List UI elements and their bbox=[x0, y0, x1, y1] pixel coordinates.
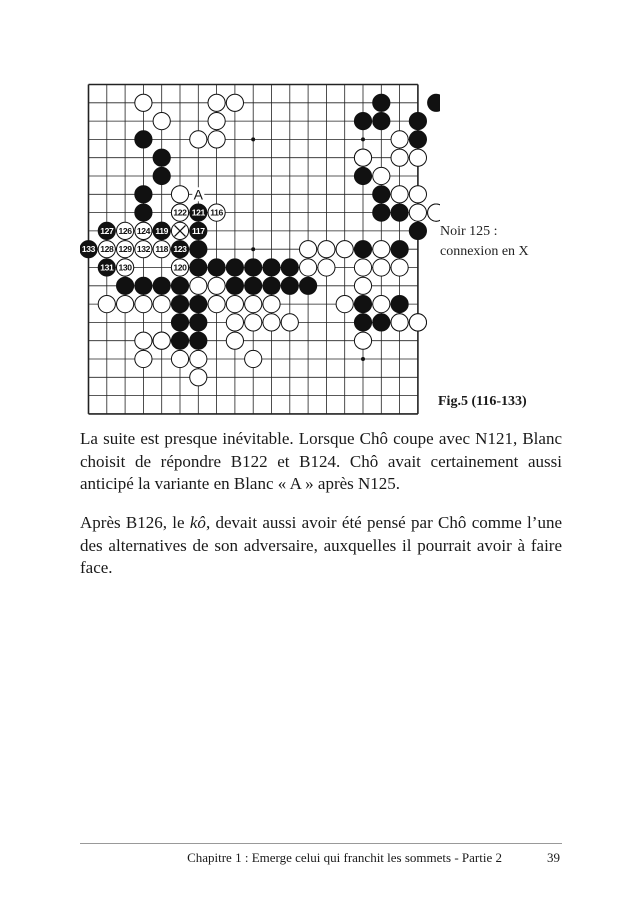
white-stone bbox=[409, 204, 426, 221]
paragraph-2-ko-term: kô bbox=[189, 513, 206, 532]
move-number-label: 120 bbox=[173, 262, 187, 273]
black-stone bbox=[153, 167, 170, 184]
black-stone bbox=[226, 259, 243, 276]
black-stone bbox=[153, 149, 170, 166]
white-stone bbox=[428, 204, 440, 221]
white-stone bbox=[354, 149, 371, 166]
black-stone bbox=[373, 186, 390, 203]
black-stone bbox=[226, 277, 243, 294]
white-stone bbox=[300, 241, 317, 258]
hoshi-point bbox=[251, 247, 255, 251]
go-board-diagram bbox=[80, 76, 440, 422]
hoshi-point bbox=[361, 357, 365, 361]
white-stone bbox=[226, 314, 243, 331]
black-stone bbox=[428, 94, 440, 111]
black-stone bbox=[135, 204, 152, 221]
move-number-label: 130 bbox=[118, 262, 132, 273]
black-stone bbox=[373, 113, 390, 130]
black-stone bbox=[171, 314, 188, 331]
white-stone bbox=[135, 332, 152, 349]
black-stone bbox=[190, 332, 207, 349]
white-stone bbox=[226, 296, 243, 313]
black-stone bbox=[391, 241, 408, 258]
black-stone bbox=[354, 167, 371, 184]
move-number-label: 122 bbox=[173, 207, 187, 218]
white-stone bbox=[208, 94, 225, 111]
white-stone bbox=[245, 314, 262, 331]
move-number-label: 119 bbox=[155, 225, 169, 236]
white-stone bbox=[300, 259, 317, 276]
white-stone bbox=[354, 277, 371, 294]
white-stone bbox=[208, 131, 225, 148]
footer-chapter-title: Chapitre 1 : Emerge celui qui franchit les sommets - Partie 2 bbox=[187, 850, 502, 865]
black-stone bbox=[190, 314, 207, 331]
note-line-2: connexion en X bbox=[440, 244, 529, 259]
black-stone bbox=[409, 222, 426, 239]
white-stone bbox=[208, 296, 225, 313]
white-stone bbox=[409, 149, 426, 166]
white-stone bbox=[190, 350, 207, 367]
white-stone bbox=[391, 314, 408, 331]
black-stone bbox=[409, 131, 426, 148]
white-stone bbox=[190, 131, 207, 148]
page-number: 39 bbox=[547, 850, 560, 865]
move-number-label: 118 bbox=[155, 244, 169, 255]
white-stone bbox=[391, 149, 408, 166]
black-stone bbox=[171, 277, 188, 294]
figure-caption: Fig.5 (116-133) bbox=[438, 394, 527, 409]
black-stone bbox=[391, 296, 408, 313]
paragraph-2-start: Après B126, le bbox=[80, 513, 190, 532]
black-stone bbox=[281, 277, 298, 294]
white-stone bbox=[336, 296, 353, 313]
move-number-label: 132 bbox=[136, 244, 150, 255]
black-stone bbox=[153, 277, 170, 294]
black-stone bbox=[373, 314, 390, 331]
white-stone bbox=[153, 296, 170, 313]
paragraph-2-end: , devait aussi avoir été pensé par Chô comme l’une des alternatives de son adversaire, auxquelles il pourrait avoir à faire face. bbox=[80, 513, 562, 577]
white-stone bbox=[117, 296, 134, 313]
note-line-1: Noir 125 : bbox=[440, 224, 498, 239]
white-stone bbox=[135, 94, 152, 111]
black-stone bbox=[281, 259, 298, 276]
white-stone bbox=[263, 296, 280, 313]
black-stone bbox=[263, 259, 280, 276]
white-stone bbox=[373, 167, 390, 184]
black-stone bbox=[245, 277, 262, 294]
move-number-label: 129 bbox=[118, 244, 132, 255]
black-stone bbox=[354, 296, 371, 313]
black-stone bbox=[354, 314, 371, 331]
diagram-note bbox=[440, 222, 580, 262]
white-stone bbox=[245, 296, 262, 313]
black-stone bbox=[354, 113, 371, 130]
black-stone bbox=[190, 241, 207, 258]
white-stone bbox=[318, 241, 335, 258]
white-stone bbox=[391, 131, 408, 148]
white-stone bbox=[190, 369, 207, 386]
white-stone bbox=[373, 296, 390, 313]
black-stone bbox=[135, 277, 152, 294]
black-stone bbox=[135, 131, 152, 148]
move-number-label: 133 bbox=[81, 244, 96, 255]
white-stone bbox=[373, 259, 390, 276]
black-stone bbox=[354, 241, 371, 258]
move-number-label: 128 bbox=[100, 244, 114, 255]
letter-mark-label: A bbox=[193, 186, 203, 203]
white-stone bbox=[135, 296, 152, 313]
white-stone bbox=[409, 314, 426, 331]
move-number-label: 116 bbox=[210, 207, 223, 218]
black-stone bbox=[190, 296, 207, 313]
white-stone bbox=[281, 314, 298, 331]
white-stone bbox=[226, 94, 243, 111]
black-stone bbox=[208, 259, 225, 276]
white-stone bbox=[226, 332, 243, 349]
white-stone bbox=[409, 186, 426, 203]
paragraph-2 bbox=[80, 512, 562, 580]
move-number-label: 123 bbox=[173, 244, 187, 255]
black-stone bbox=[171, 296, 188, 313]
move-number-label: 131 bbox=[100, 262, 114, 273]
move-number-label: 121 bbox=[191, 207, 205, 218]
move-number-label: 126 bbox=[118, 225, 132, 236]
paragraph-1: La suite est presque inévitable. Lorsque Chô coupe avec N121, Blanc choisit de répondre B122 et B124. Chô avait certainement aussi anticipé la variante en Blanc « A » après N125. bbox=[80, 429, 562, 493]
white-stone bbox=[171, 350, 188, 367]
black-stone bbox=[245, 259, 262, 276]
white-stone bbox=[171, 186, 188, 203]
hoshi-point bbox=[361, 137, 365, 141]
black-stone bbox=[391, 204, 408, 221]
black-stone bbox=[409, 113, 426, 130]
white-stone bbox=[98, 296, 115, 313]
white-stone bbox=[391, 259, 408, 276]
white-stone bbox=[263, 314, 280, 331]
white-stone bbox=[336, 241, 353, 258]
white-stone bbox=[135, 350, 152, 367]
black-stone bbox=[373, 204, 390, 221]
white-stone bbox=[245, 350, 262, 367]
black-stone bbox=[373, 94, 390, 111]
white-stone bbox=[190, 277, 207, 294]
move-number-label: 117 bbox=[191, 225, 205, 236]
move-number-label: 124 bbox=[136, 225, 150, 236]
white-stone bbox=[208, 113, 225, 130]
black-stone bbox=[190, 259, 207, 276]
hoshi-point bbox=[251, 137, 255, 141]
black-stone bbox=[171, 332, 188, 349]
white-stone bbox=[208, 277, 225, 294]
move-number-label: 127 bbox=[100, 225, 114, 236]
black-stone bbox=[117, 277, 134, 294]
white-stone bbox=[354, 259, 371, 276]
white-stone bbox=[153, 332, 170, 349]
white-stone bbox=[354, 332, 371, 349]
footer-rule bbox=[80, 843, 562, 844]
white-stone bbox=[318, 259, 335, 276]
white-stone bbox=[373, 241, 390, 258]
white-stone bbox=[391, 186, 408, 203]
white-stone bbox=[153, 113, 170, 130]
black-stone bbox=[263, 277, 280, 294]
black-stone bbox=[300, 277, 317, 294]
black-stone bbox=[135, 186, 152, 203]
